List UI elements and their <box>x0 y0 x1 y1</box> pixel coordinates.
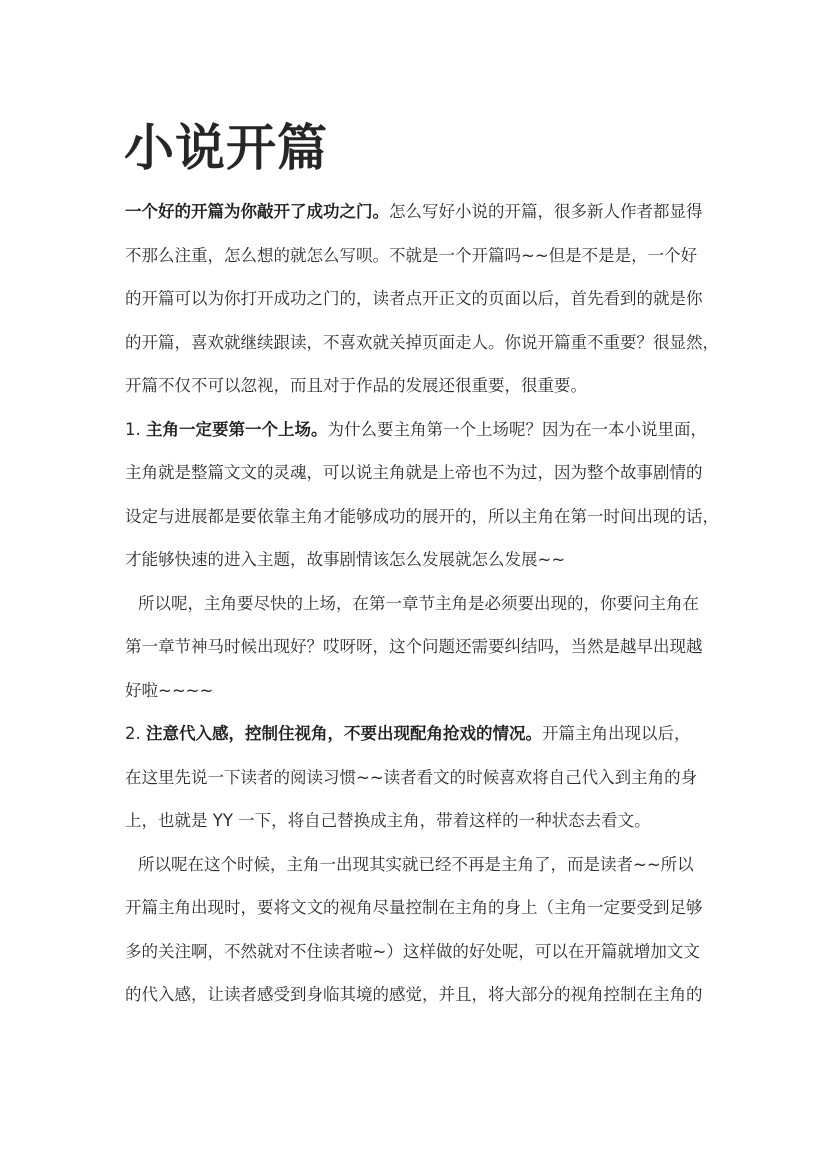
text-line <box>125 495 725 539</box>
text-line <box>125 973 725 1017</box>
bold-lead: 注意代入感，控制住视角，不要出现配角抢戏的情况。 <box>146 724 542 743</box>
list-number: 1. <box>125 419 141 439</box>
text-line <box>125 408 725 452</box>
page-title: 小说开篇 <box>124 119 328 177</box>
text-line <box>125 756 725 800</box>
line-text: 为什么要主角第一个上场呢？因为在一本小说里面， <box>327 419 707 439</box>
line-text: 不那么注重，怎么想的就怎么写呗。不就是一个开篇吗~~但是不是是，一个好 <box>125 245 698 265</box>
text-line <box>125 843 725 887</box>
line-text: 第一章节神马时候出现好？哎呀呀，这个问题还需要纠结吗，当然是越早出现越 <box>125 637 703 656</box>
text-line <box>125 712 725 756</box>
bold-lead: 一个好的开篇为你敲开了成功之门。 <box>125 202 389 221</box>
text-line <box>125 451 725 495</box>
line-text: 好啦~~~~ <box>125 680 214 700</box>
line-text: 怎么写好小说的开篇，很多新人作者都显得 <box>389 202 703 221</box>
text-line <box>125 930 725 974</box>
line-text: 所以呢，主角要尽快的上场，在第一章节主角是必须要出现的，你要问主角在 <box>138 593 699 613</box>
line-text: 设定与进展都是要依靠主角才能够成功的展开的，所以主角在第一时间出现的话， <box>125 506 719 526</box>
list-number: 2. <box>125 724 141 743</box>
line-text: 开篇不仅不可以忽视，而且对于作品的发展还很重要，很重要。 <box>125 376 587 395</box>
text-line <box>125 321 725 365</box>
line-text: 多的关注啊，不然就对不住读者啦~）这样做的好处呢，可以在开篇就增加文文 <box>125 941 700 961</box>
text-line <box>125 886 725 930</box>
line-text: 的开篇可以为你打开成功之门的，读者点开正文的页面以后，首先看到的就是你 <box>125 289 703 308</box>
text-line <box>125 364 725 408</box>
line-text: 开篇主角出现以后， <box>542 724 691 743</box>
line-text: 开篇主角出现时，要将文文的视角尽量控制在主角的身上（主角一定要受到足够 <box>125 898 703 917</box>
text-line <box>125 277 725 321</box>
line-text: 在这里先说一下读者的阅读习惯~~读者看文的时候喜欢将自己代入到主角的身 <box>125 767 698 787</box>
text-line <box>125 234 725 278</box>
text-line <box>125 582 725 626</box>
line-text: 的代入感，让读者感受到身临其境的感觉，并且，将大部分的视角控制在主角的 <box>125 985 703 1004</box>
text-line <box>125 190 725 234</box>
line-text: 所以呢在这个时候，主角一出现其实就已经不再是主角了，而是读者~~所以 <box>138 854 694 874</box>
line-text: 上，也就是 YY 一下，将自己替换成主角，带着这样的一种状态去看文。 <box>125 811 651 830</box>
bold-lead: 主角一定要第一个上场。 <box>146 419 328 439</box>
line-text: 的开篇，喜欢就继续跟读，不喜欢就关掉页面走人。你说开篇重不重要？很显然， <box>125 332 719 352</box>
text-line <box>125 625 725 669</box>
line-text: 才能够快速的进入主题，故事剧情该怎么发展就怎么发展~~ <box>125 550 566 569</box>
text-line <box>125 799 725 843</box>
line-text: 主角就是整篇文文的灵魂，可以说主角就是上帝也不为过，因为整个故事剧情的 <box>125 463 703 482</box>
text-line <box>125 538 725 582</box>
article-body <box>125 190 725 1017</box>
text-line <box>125 669 725 713</box>
